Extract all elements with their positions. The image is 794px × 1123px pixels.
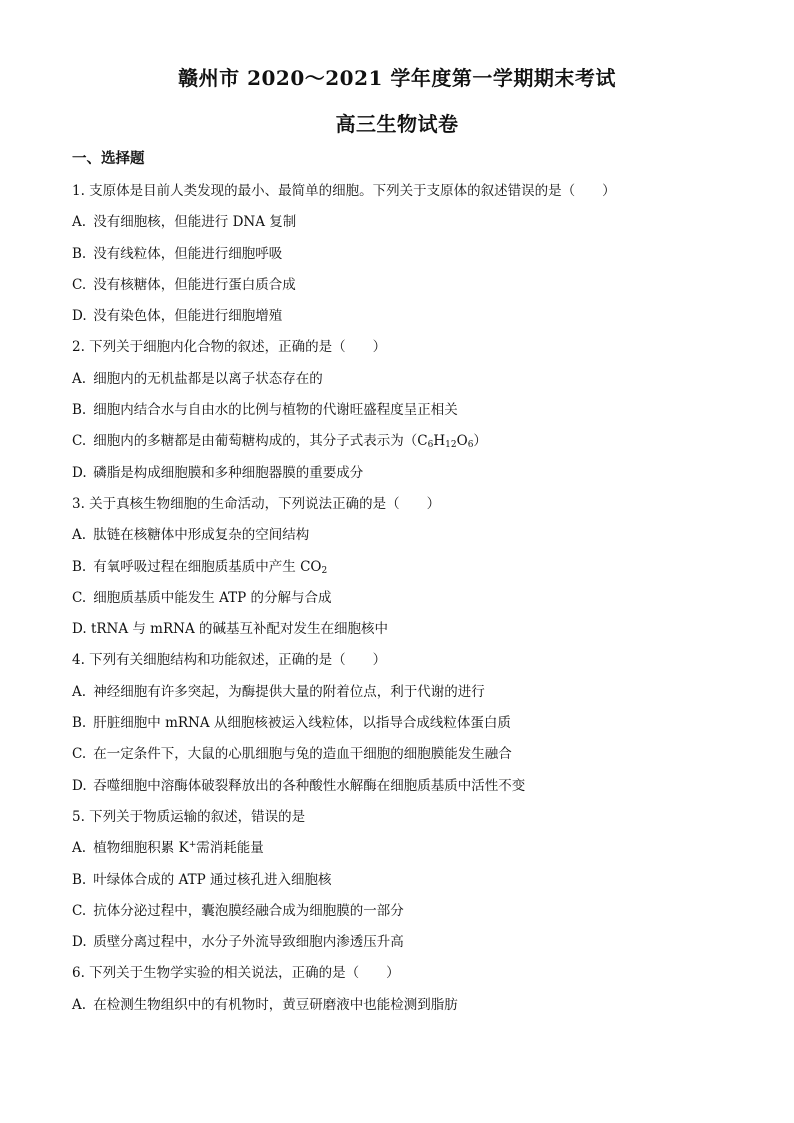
option-text: 抗体分泌过程中，囊泡膜经融合成为细胞膜的一部分	[93, 902, 404, 919]
superscript: +	[188, 840, 197, 851]
option-letter: C.	[72, 746, 87, 763]
option-text: 叶绿体合成的 ATP 通过核孔进入细胞核	[93, 871, 332, 888]
option-text: 在一定条件下，大鼠的心肌细胞与兔的造血干细胞的细胞膜能发生融合	[93, 746, 512, 763]
answer-option	[72, 994, 732, 1025]
answer-option	[72, 211, 732, 242]
question-stem: 3. 关于真核生物细胞的生命活动，下列说法正确的是（ ）	[72, 495, 441, 512]
option-text: 细胞内结合水与自由水的比例与植物的代谢旺盛程度呈正相关	[93, 402, 458, 419]
option-letter: A.	[72, 214, 87, 231]
option-text: tRNA 与 mRNA 的碱基互补配对发生在细胞核中	[90, 621, 388, 638]
question-list	[72, 180, 732, 1025]
question-stem: 1. 支原体是目前人类发现的最小、最简单的细胞。下列关于支原体的叙述错误的是（ ）	[72, 183, 616, 199]
formula-element: O	[456, 433, 468, 450]
subscript: 6	[467, 440, 474, 451]
answer-option	[72, 681, 732, 712]
formula-prefix: 植物细胞积累 K	[93, 840, 189, 857]
option-text: 细胞内的无机盐都是以离子状态存在的	[93, 370, 323, 387]
option-text: 神经细胞有许多突起，为酶提供大量的附着位点，利于代谢的进行	[93, 683, 485, 700]
answer-option	[72, 743, 732, 774]
answer-option	[72, 869, 732, 900]
option-text	[93, 433, 487, 449]
subscript: 6	[427, 440, 434, 451]
answer-option	[72, 243, 732, 274]
answer-option	[72, 587, 732, 618]
subscript: 2	[321, 565, 328, 576]
option-letter: A.	[72, 527, 87, 544]
formula-prefix: 有氧呼吸过程在细胞质基质中产生 CO	[93, 558, 322, 575]
option-text: 在检测生物组织中的有机物时，黄豆研磨液中也能检测到脂肪	[93, 996, 458, 1013]
document-title: 赣州市 2020～2021 学年度第一学期期末考试	[178, 66, 616, 90]
option-letter: C.	[72, 276, 87, 293]
answer-option	[72, 399, 732, 430]
answer-option	[72, 900, 732, 931]
formula-suffix: 需消耗能量	[196, 840, 264, 857]
option-text: 细胞质基质中能发生 ATP 的分解与合成	[93, 589, 332, 606]
option-letter: A.	[72, 683, 87, 700]
section-heading: 一、选择题	[72, 150, 145, 167]
question-stem: 6. 下列关于生物学实验的相关说法，正确的是（ ）	[72, 965, 400, 982]
option-letter: D.	[72, 934, 87, 951]
option-text: 没有线粒体，但能进行细胞呼吸	[93, 245, 283, 262]
option-letter: C.	[72, 902, 87, 919]
document-subtitle: 高三生物试卷	[335, 112, 459, 136]
formula-prefix: 细胞内的多糖都是由葡萄糖构成的，其分子式表示为（C	[93, 433, 428, 450]
question-stem: 2. 下列关于细胞内化合物的叙述，正确的是（ ）	[72, 339, 387, 356]
option-letter: D.	[72, 621, 87, 638]
option-text: 质壁分离过程中，水分子外流导致细胞内渗透压升高	[93, 934, 404, 951]
option-text: 没有细胞核，但能进行 DNA 复制	[93, 214, 297, 231]
answer-option	[72, 712, 732, 743]
option-letter: A.	[72, 840, 87, 857]
answer-option	[72, 618, 732, 649]
option-text: 没有核糖体，但能进行蛋白质合成	[93, 276, 296, 293]
option-text: 肝脏细胞中 mRNA 从细胞核被运入线粒体，以指导合成线粒体蛋白质	[93, 715, 511, 732]
option-text	[93, 840, 263, 856]
option-text: 吞噬细胞中溶酶体破裂释放出的各种酸性水解酶在细胞质基质中活性不变	[93, 777, 526, 794]
option-text: 磷脂是构成细胞膜和多种细胞器膜的重要成分	[93, 464, 364, 481]
option-letter: C.	[72, 433, 87, 450]
answer-option	[72, 368, 732, 399]
formula-suffix: ）	[473, 433, 487, 450]
option-letter: B.	[72, 558, 87, 575]
option-letter: D.	[72, 777, 87, 794]
answer-option	[72, 524, 732, 555]
answer-option	[72, 775, 732, 806]
option-letter: B.	[72, 715, 87, 732]
option-text: 肽链在核糖体中形成复杂的空间结构	[93, 527, 310, 544]
option-letter: D.	[72, 464, 87, 481]
option-text	[93, 559, 327, 575]
answer-option	[72, 931, 732, 962]
option-letter: B.	[72, 402, 87, 419]
answer-option	[72, 305, 732, 336]
question-stem: 5. 下列关于物质运输的叙述，错误的是	[72, 808, 306, 825]
option-letter: B.	[72, 871, 87, 888]
question-stem: 4. 下列有关细胞结构和功能叙述，正确的是（ ）	[72, 652, 387, 669]
answer-option	[72, 430, 732, 461]
option-letter: A.	[72, 996, 87, 1013]
option-letter: C.	[72, 589, 87, 606]
option-text: 没有染色体，但能进行细胞增殖	[93, 308, 283, 325]
answer-option	[72, 556, 732, 587]
option-letter: A.	[72, 370, 87, 387]
subscript: 12	[445, 440, 457, 451]
answer-option	[72, 837, 732, 868]
option-letter: D.	[72, 308, 87, 325]
formula-element: H	[433, 433, 446, 450]
option-letter: B.	[72, 245, 87, 262]
answer-option	[72, 274, 732, 305]
answer-option	[72, 462, 732, 493]
